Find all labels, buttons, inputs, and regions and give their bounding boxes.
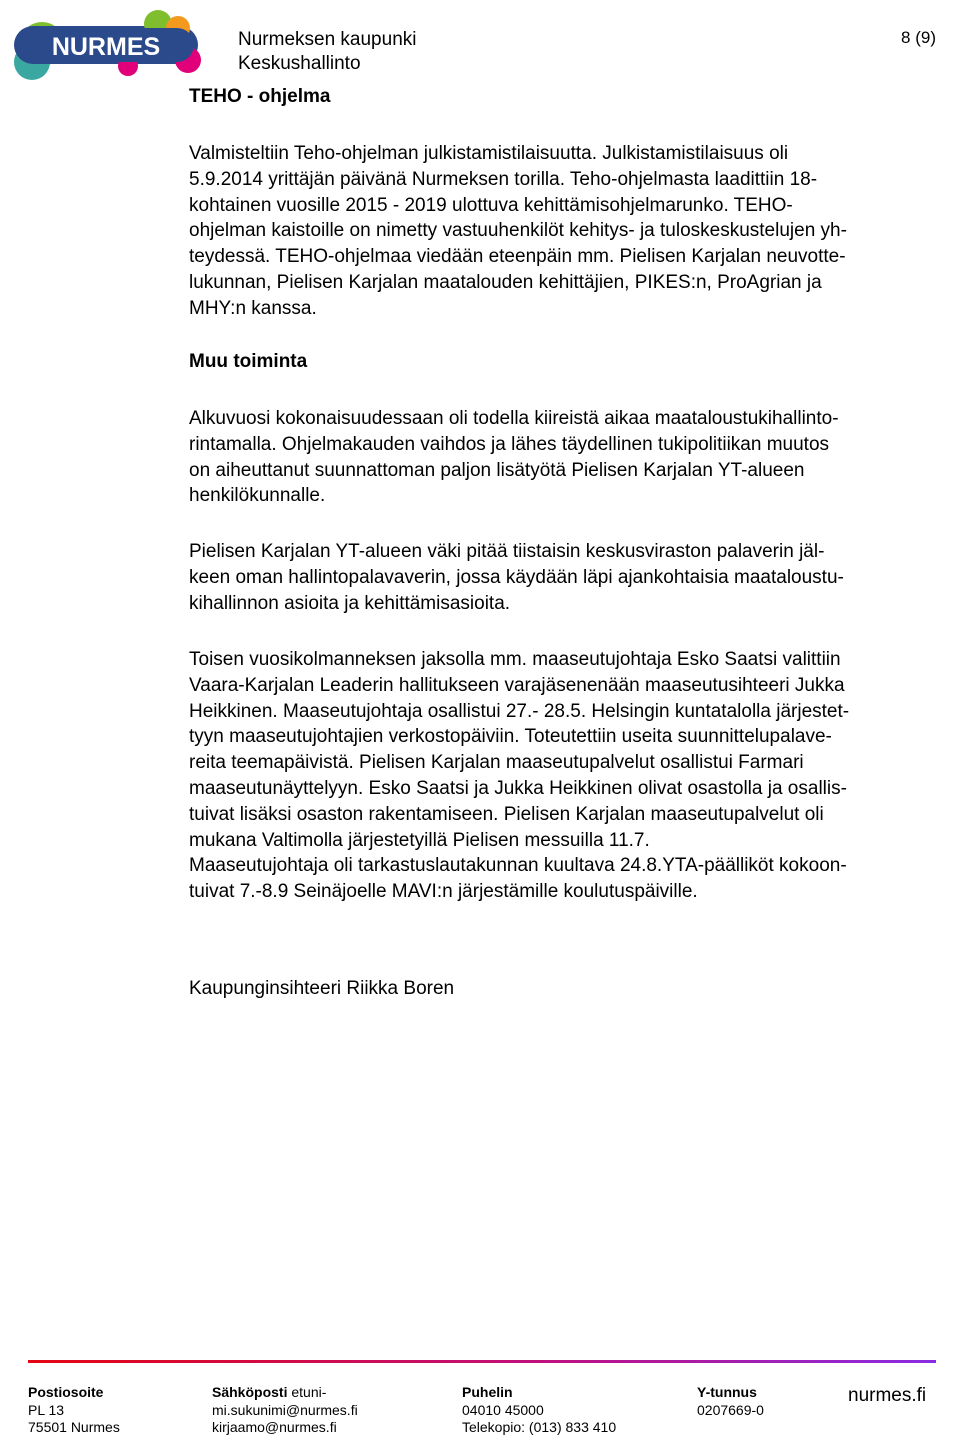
text-line: tyyn maaseutujohtajien verkostopäiviin. Toteutettiin useita suunnittelupalave- <box>189 726 832 748</box>
phone-title: Puhelin <box>462 1384 513 1400</box>
text-line: maaseutunäyttelyyn. Esko Saatsi ja Jukka Heikkinen olivat osastolla ja osallis- <box>189 777 847 799</box>
teho-paragraph <box>189 141 959 322</box>
fax-number: Telekopio: (013) 833 410 <box>462 1419 617 1435</box>
text-line: Valmisteltiin Teho-ohjelman julkistamistilaisuutta. Julkistamistilaisuus oli <box>189 143 789 164</box>
email-pattern-start: etuni- <box>287 1384 327 1400</box>
email-pattern: mi.sukunimi@nurmes.fi <box>212 1401 358 1418</box>
postal-title: Postiosoite <box>28 1384 104 1400</box>
signature: Kaupunginsihteeri Riikka Boren <box>189 978 455 999</box>
text-line: Vaara-Karjalan Leaderin hallitukseen varajäsenenään maaseutusihteeri Jukka <box>189 674 845 696</box>
text-line: Toisen vuosikolmanneksen jaksolla mm. maaseutujohtaja Esko Saatsi valittiin <box>189 649 841 670</box>
text-line: Maaseutujohtaja oli tarkastuslautakunnan kuultava 24.8.YTA-päälliköt kokoon- <box>189 855 847 877</box>
ytunnus-title: Y-tunnus <box>697 1384 757 1400</box>
footer-phone <box>462 1384 616 1437</box>
footer-divider <box>28 1360 936 1363</box>
email-title: Sähköposti <box>212 1384 288 1400</box>
text-line: tuivat 7.-8.9 Seinäjoelle MAVI:n järjestämille koulutuspäiville. <box>189 881 698 903</box>
email-registry: kirjaamo@nurmes.fi <box>212 1419 337 1435</box>
footer-business-id <box>697 1384 764 1419</box>
nurmes-logo <box>8 8 204 80</box>
text-line: henkilökunnalle. <box>189 485 326 507</box>
text-line: teydessä. TEHO-ohjelmaa viedään eteenpäin mm. Pielisen Karjalan neuvotte- <box>189 246 846 268</box>
text-line: keen oman hallintopalavaverin, jossa käydään läpi ajankohtaisia maataloustu- <box>189 566 844 588</box>
muu-paragraph-3 <box>189 647 959 905</box>
org-name: Nurmeksen kaupunki <box>238 29 417 50</box>
muu-paragraph-1 <box>189 406 959 509</box>
muu-paragraph-2 <box>189 539 959 616</box>
postal-city: 75501 Nurmes <box>28 1419 120 1435</box>
text-line: kihallinnon asioita ja kehittämisasioita. <box>189 592 511 614</box>
organization-block <box>238 28 416 76</box>
svg-text:NURMES: NURMES <box>51 33 161 61</box>
text-line: rintamalla. Ohjelmakauden vaihdos ja lähes täydellinen tukipolitiikan muutos <box>189 433 830 455</box>
text-line: on aiheuttanut suunnattoman paljon lisätyötä Pielisen Karjalan YT-alueen <box>189 459 805 481</box>
text-line: Pielisen Karjalan YT-alueen väki pitää tiistaisin keskusviraston palaverin jäl- <box>189 541 825 562</box>
footer-postal <box>28 1384 120 1437</box>
text-line: tuivat lisäksi osaston rakentamiseen. Pielisen Karjalan maaseutupalvelut oli <box>189 803 824 825</box>
text-line: mukana Valtimolla järjestetyillä Pielisen messuilla 11.7. <box>189 829 650 851</box>
text-line: MHY:n kanssa. <box>189 297 317 319</box>
website-link[interactable]: nurmes.fi <box>848 1385 927 1406</box>
text-line: lukunnan, Pielisen Karjalan maatalouden kehittäjien, PIKES:n, ProAgrian ja <box>189 271 822 293</box>
ytunnus-value: 0207669-0 <box>697 1401 764 1418</box>
teho-heading: TEHO - ohjelma <box>189 86 331 107</box>
text-line: 5.9.2014 yrittäjän päivänä Nurmeksen torilla. Teho-ohjelmasta laadittiin 18- <box>189 168 818 190</box>
page-number: 8 (9) <box>901 28 936 47</box>
text-line: reita teemapäivistä. Pielisen Karjalan maaseutupalvelut osallistui Farmari <box>189 752 804 774</box>
text-line: ohjelman kaistoille on nimetty vastuuhenkilöt kehitys- ja tuloskeskustelujen yh- <box>189 220 847 242</box>
footer-email <box>212 1384 358 1437</box>
text-line: Alkuvuosi kokonaisuudessaan oli todella kiireistä aikaa maataloustukihallinto- <box>189 408 839 429</box>
department-name: Keskushallinto <box>238 53 361 74</box>
phone-number: 04010 45000 <box>462 1401 544 1418</box>
postal-box: PL 13 <box>28 1401 65 1418</box>
text-line: Heikkinen. Maaseutujohtaja osallistui 27.- 28.5. Helsingin kuntatalolla järjestet- <box>189 700 850 722</box>
muu-toiminta-heading: Muu toiminta <box>189 351 308 372</box>
text-line: kohtainen vuosille 2015 - 2019 ulottuva kehittämisohjelmarunko. TEHO- <box>189 194 793 216</box>
